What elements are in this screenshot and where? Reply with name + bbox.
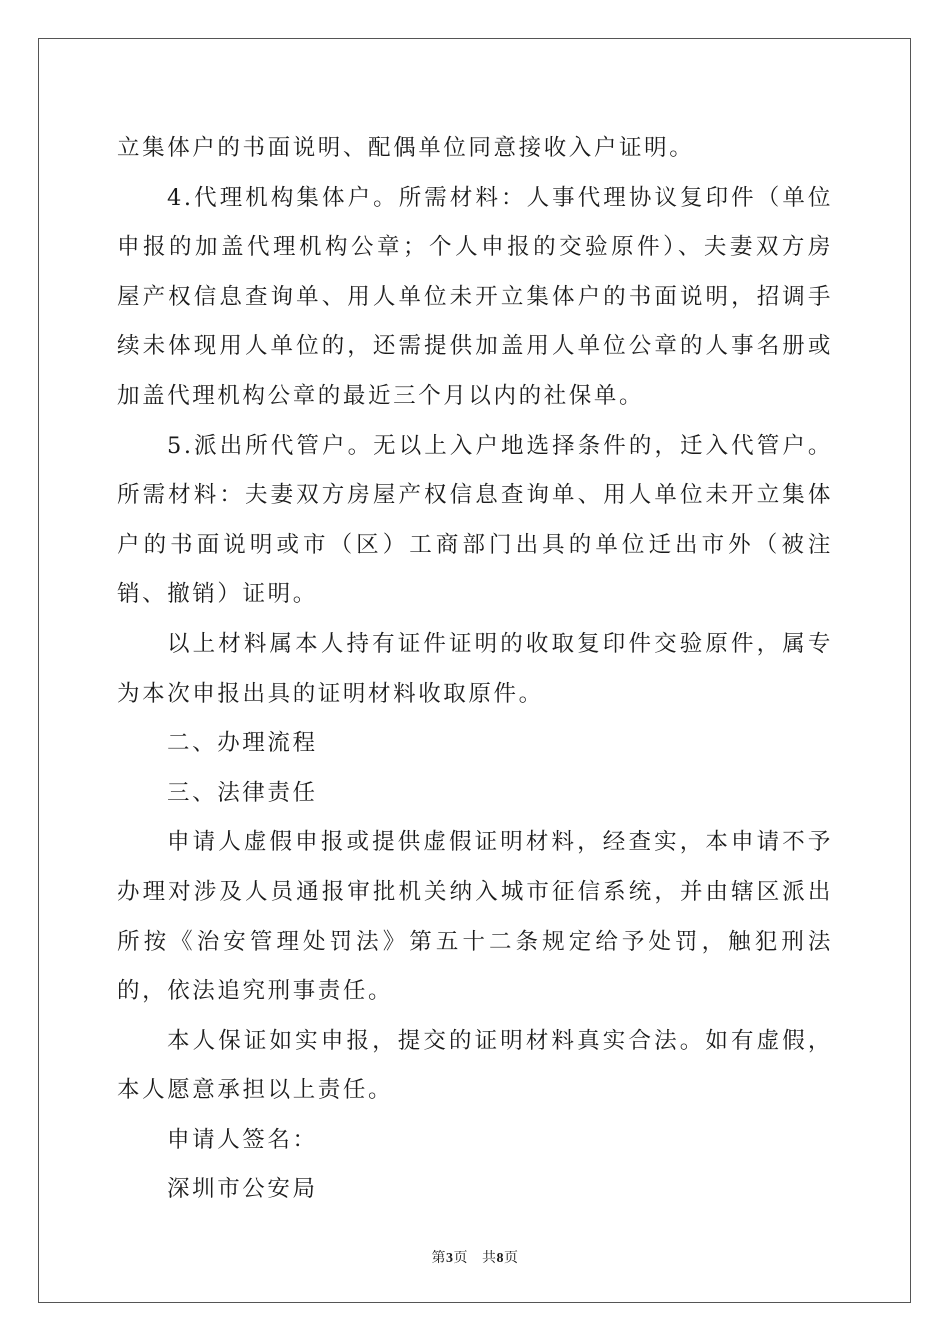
page-footer — [0, 1247, 950, 1267]
page-prefix: 第 — [431, 1250, 446, 1266]
total-prefix: 共 — [482, 1250, 497, 1266]
paragraph-1: 立集体户的书面说明、配偶单位同意接收入户证明。 — [117, 135, 695, 161]
page-number: 3 — [446, 1251, 454, 1266]
paragraph-guarantee: 本人保证如实申报，提交的证明材料真实合法。如有虚假，本人愿意承担以上责任。 — [117, 1027, 833, 1104]
paragraph-liability: 申请人虚假申报或提供虚假证明材料，经查实，本申请不予办理对涉及人员通报审批机关纳入城市征信系统，并由辖区派出所按《治安管理处罚法》第五十二条规定给予处罚，触犯刑法的，依法追究刑事责任。 — [117, 829, 833, 1005]
paragraph-4: 以上材料属本人持有证件证明的收取复印件交验原件，属专为本次申报出具的证明材料收取原件。 — [117, 630, 833, 707]
section-heading-process: 二、办理流程 — [167, 730, 318, 757]
paragraph-2: 4.代理机构集体户。所需材料：人事代理协议复印件（单位申报的加盖代理机构公章；个人申报的交验原件）、夫妻双方房屋产权信息查询单、用人单位未开立集体户的书面说明，招调手续未体现用人单位的，还需提供加盖用人单位公章的人事名册或加盖代理机构公章的最近三个月以内的社保单。 — [117, 184, 833, 409]
signature-label: 申请人签名： — [167, 1126, 318, 1153]
paragraph-3: 5.派出所代管户。无以上入户地选择条件的，迁入代管户。所需材料：夫妻双方房屋产权信息查询单、用人单位未开立集体户的书面说明或市（区）工商部门出具的单位迁出市外（被注销、撤销）证明。 — [117, 432, 833, 608]
total-suffix: 页 — [504, 1250, 519, 1266]
page-suffix: 页 — [453, 1250, 468, 1266]
issuer-name: 深圳市公安局 — [167, 1176, 318, 1203]
total-pages: 8 — [496, 1251, 504, 1266]
section-heading-liability: 三、法律责任 — [167, 779, 318, 806]
document-body — [117, 124, 833, 1215]
